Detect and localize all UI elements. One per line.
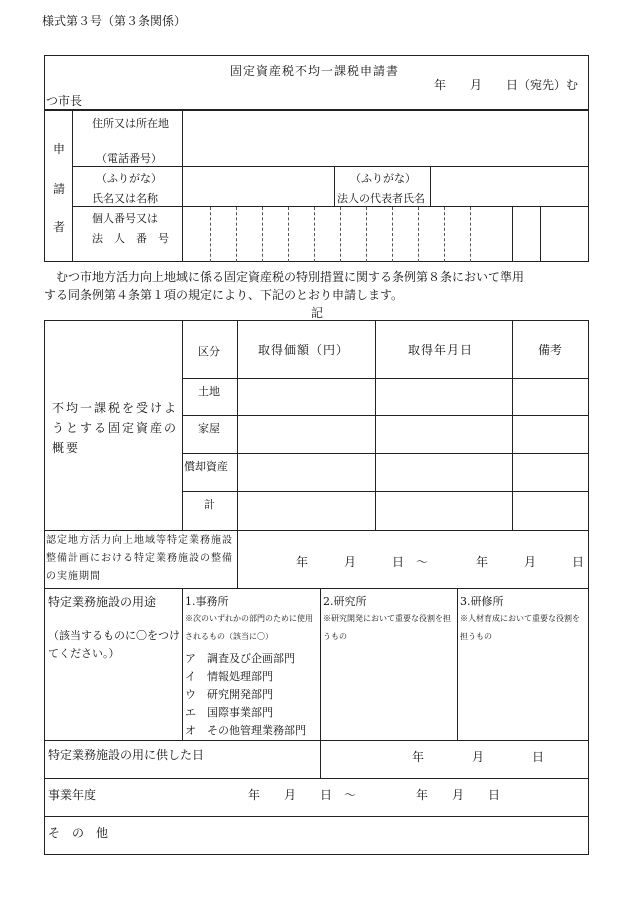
applicant-side-char-1: 申: [53, 142, 66, 156]
building-remarks-cell[interactable]: [513, 416, 588, 452]
applicant-side-char-2: 請: [53, 182, 66, 196]
land-date-cell[interactable]: [376, 379, 511, 414]
building-price-cell[interactable]: [238, 416, 374, 452]
header-remarks: 備考: [538, 343, 563, 357]
use-date-label: 特定業務施設の用に供した日: [48, 748, 205, 762]
addressee: つ市長: [46, 94, 83, 108]
depreciable-date-cell[interactable]: [376, 454, 511, 490]
training-title[interactable]: 3.研修所: [460, 595, 504, 608]
office-item-a[interactable]: ア 調査及び企画部門: [185, 652, 295, 665]
depreciable-price-cell[interactable]: [238, 454, 374, 490]
statement-line-2: する同条例第４条第１項の規定により、下記のとおり申請します。: [44, 288, 404, 302]
row-depreciable: 償却資産: [184, 460, 228, 473]
rep-label: 法人の代表者氏名: [337, 192, 425, 205]
phone-label: （電話番号）: [96, 152, 162, 165]
use-date-value[interactable]: 年 月 日: [412, 750, 545, 764]
asset-label: 不均一課税を受けようとする固定資産の概要: [52, 401, 179, 455]
furigana-label: （ふりがな）: [96, 172, 162, 185]
name-label: 氏名又は名称: [92, 192, 158, 205]
usage-label: 特定業務施設の用途: [48, 595, 157, 609]
office-item-e[interactable]: エ 国際事業部門: [185, 706, 273, 719]
other-field[interactable]: [120, 818, 586, 853]
ki-mark: 記: [311, 306, 324, 320]
land-price-cell[interactable]: [238, 379, 374, 414]
business-year-label: 事業年度: [48, 788, 97, 802]
id-label-2: 法 人 番 号: [92, 232, 169, 245]
date-line: 年 月 日（宛先）む: [434, 78, 579, 92]
rep-name-field[interactable]: [432, 168, 587, 204]
header-acquisition-price: 取得価額（円）: [258, 343, 350, 357]
id-number-field[interactable]: [184, 207, 589, 261]
applicant-side-char-3: 者: [53, 220, 66, 234]
address-field[interactable]: [184, 112, 587, 164]
row-land: 土地: [198, 385, 220, 398]
office-item-u[interactable]: ウ 研究開発部門: [185, 688, 273, 701]
name-field[interactable]: [184, 168, 332, 204]
office-item-i[interactable]: イ 情報処理部門: [185, 670, 273, 683]
land-remarks-cell[interactable]: [513, 379, 588, 414]
id-label-1: 個人番号又は: [92, 212, 158, 225]
building-date-cell[interactable]: [376, 416, 511, 452]
period-value[interactable]: 年 月 日 〜 年 月 日: [296, 555, 585, 569]
row-building: 家屋: [198, 422, 220, 435]
address-label: 住所又は所在地: [92, 117, 169, 130]
other-label: そ の 他: [48, 826, 109, 840]
rep-furigana-label: （ふりがな）: [350, 172, 416, 185]
total-remarks-cell[interactable]: [513, 492, 588, 529]
office-title[interactable]: 1.事務所: [185, 595, 229, 608]
statement-line-1: むつ市地方活力向上地域に係る固定資産税の特別措置に関する条例第８条において準用: [56, 270, 525, 284]
lab-note: ※研究開発において重要な役割を担うもの: [323, 614, 451, 641]
header-category: 区分: [198, 345, 220, 358]
total-date-cell[interactable]: [376, 492, 511, 529]
total-price-cell[interactable]: [238, 492, 374, 529]
form-number: 様式第３号（第３条関係）: [42, 14, 187, 28]
lab-title[interactable]: 2.研究所: [323, 595, 367, 608]
header-acquisition-date: 取得年月日: [408, 343, 474, 357]
office-note: ※次のいずれかの部門のために使用されるもの（該当に〇）: [185, 614, 313, 641]
training-note: ※人材育成において重要な役割を担うもの: [460, 614, 580, 641]
usage-note: （該当するものに〇をつけてください。）: [48, 629, 180, 660]
business-year-value[interactable]: 年 月 日 〜 年 月 日: [248, 788, 501, 802]
period-label: 認定地方活力向上地域等特定業務施設整備計画における特定業務施設の整備の実施期間: [46, 535, 233, 582]
depreciable-remarks-cell[interactable]: [513, 454, 588, 490]
form-title: 固定資産税不均一課税申請書: [230, 64, 400, 78]
row-total: 計: [204, 498, 215, 511]
office-item-o[interactable]: オ その他管理業務部門: [185, 724, 306, 737]
